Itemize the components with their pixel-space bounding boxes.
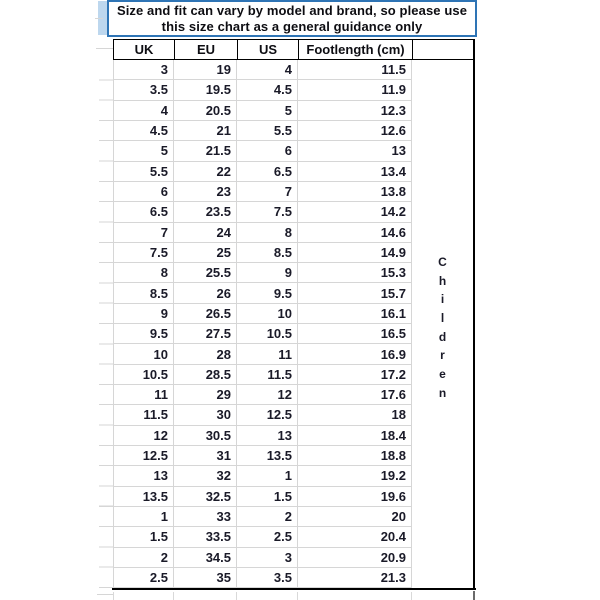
cell-side <box>412 60 475 80</box>
cell-footlength: 12.3 <box>298 101 412 121</box>
cell-uk: 1 <box>113 507 174 527</box>
cell-eu: 25.5 <box>174 263 237 283</box>
cell-footlength: 11.9 <box>298 80 412 100</box>
cell-footlength: 14.2 <box>298 202 412 222</box>
cell-side <box>412 487 475 507</box>
cell-us: 13.5 <box>237 446 298 466</box>
cell-uk: 6.5 <box>113 202 174 222</box>
cell-uk: 2 <box>113 548 174 568</box>
cell-eu: 32.5 <box>174 487 237 507</box>
cell-footlength: 20.4 <box>298 527 412 547</box>
cell-side <box>412 426 475 446</box>
gridline-stub <box>173 592 174 600</box>
cell-eu: 26 <box>174 283 237 303</box>
table-row <box>113 141 475 161</box>
cell-uk: 2.5 <box>113 568 174 588</box>
table-row <box>113 121 475 141</box>
cell-us: 10.5 <box>237 324 298 344</box>
cell-footlength: 18 <box>298 405 412 425</box>
cell-footlength: 13.8 <box>298 182 412 202</box>
cell-eu: 32 <box>174 466 237 486</box>
cell-eu: 29 <box>174 385 237 405</box>
cell-us: 12.5 <box>237 405 298 425</box>
cell-eu: 34.5 <box>174 548 237 568</box>
cell-uk: 13 <box>113 466 174 486</box>
cell-us: 8 <box>237 223 298 243</box>
cell-side <box>412 101 475 121</box>
cell-uk: 4.5 <box>113 121 174 141</box>
table-row <box>113 527 475 547</box>
cell-uk: 11.5 <box>113 405 174 425</box>
table-row <box>113 182 475 202</box>
table-row <box>113 426 475 446</box>
cell-footlength: 18.4 <box>298 426 412 446</box>
cell-eu: 25 <box>174 243 237 263</box>
cell-uk: 10.5 <box>113 365 174 385</box>
cell-uk: 12.5 <box>113 446 174 466</box>
notice-banner <box>107 0 477 37</box>
cell-us: 10 <box>237 304 298 324</box>
cell-eu: 27.5 <box>174 324 237 344</box>
gridline-stub <box>113 592 114 600</box>
cell-footlength: 14.6 <box>298 223 412 243</box>
table-row <box>113 80 475 100</box>
cell-side <box>412 405 475 425</box>
cell-side <box>412 121 475 141</box>
children-vertical-label <box>412 253 473 403</box>
column-header-uk: UK <box>113 39 174 60</box>
cell-uk: 9.5 <box>113 324 174 344</box>
gridline-tick <box>97 594 113 595</box>
cell-footlength: 20 <box>298 507 412 527</box>
cell-eu: 19 <box>174 60 237 80</box>
cell-eu: 35 <box>174 568 237 588</box>
cell-footlength: 19.6 <box>298 487 412 507</box>
cell-side <box>412 162 475 182</box>
cell-us: 2 <box>237 507 298 527</box>
table-right-border <box>473 39 476 590</box>
cell-us: 12 <box>237 385 298 405</box>
cell-footlength: 20.9 <box>298 548 412 568</box>
cell-us: 5.5 <box>237 121 298 141</box>
table-row <box>113 446 475 466</box>
cell-side <box>412 548 475 568</box>
cell-uk: 9 <box>113 304 174 324</box>
cell-uk: 5 <box>113 141 174 161</box>
cell-eu: 30.5 <box>174 426 237 446</box>
cell-uk: 4 <box>113 101 174 121</box>
cell-eu: 26.5 <box>174 304 237 324</box>
cell-uk: 6 <box>113 182 174 202</box>
cell-eu: 21 <box>174 121 237 141</box>
cell-us: 5 <box>237 101 298 121</box>
cell-footlength: 12.6 <box>298 121 412 141</box>
cell-footlength: 15.7 <box>298 283 412 303</box>
cell-footlength: 21.3 <box>298 568 412 588</box>
cell-us: 6 <box>237 141 298 161</box>
children-letter: e <box>439 367 446 382</box>
cell-uk: 8.5 <box>113 283 174 303</box>
cell-footlength: 16.9 <box>298 344 412 364</box>
cell-footlength: 18.8 <box>298 446 412 466</box>
cell-us: 4 <box>237 60 298 80</box>
cell-footlength: 16.5 <box>298 324 412 344</box>
cell-us: 8.5 <box>237 243 298 263</box>
cell-uk: 7.5 <box>113 243 174 263</box>
cell-eu: 31 <box>174 446 237 466</box>
cell-eu: 30 <box>174 405 237 425</box>
gridline-stub <box>297 592 298 600</box>
cell-footlength: 19.2 <box>298 466 412 486</box>
cell-eu: 21.5 <box>174 141 237 161</box>
cell-footlength: 11.5 <box>298 60 412 80</box>
cell-us: 1 <box>237 466 298 486</box>
cell-eu: 23 <box>174 182 237 202</box>
children-letter: r <box>440 348 445 363</box>
cell-us: 11.5 <box>237 365 298 385</box>
table-row <box>113 60 475 80</box>
cell-eu: 19.5 <box>174 80 237 100</box>
cell-footlength: 14.9 <box>298 243 412 263</box>
children-letter: l <box>440 311 445 326</box>
cell-eu: 22 <box>174 162 237 182</box>
cell-uk: 8 <box>113 263 174 283</box>
cell-uk: 7 <box>113 223 174 243</box>
cell-side <box>412 466 475 486</box>
gridline-stub <box>411 592 412 600</box>
notice-line-2: this size chart as a general guidance only <box>161 18 423 34</box>
children-letter: d <box>438 329 447 344</box>
table-row <box>113 507 475 527</box>
cell-footlength: 17.6 <box>298 385 412 405</box>
notice-line-1: Size and fit can vary by model and brand, so please use <box>116 3 468 18</box>
table-header-row <box>113 39 475 60</box>
table-row <box>113 405 475 425</box>
table-row <box>113 202 475 222</box>
cell-uk: 5.5 <box>113 162 174 182</box>
column-header-footlength: Footlength (cm) <box>298 39 412 60</box>
table-row <box>113 487 475 507</box>
table-row <box>113 466 475 486</box>
cell-us: 13 <box>237 426 298 446</box>
cell-uk: 1.5 <box>113 527 174 547</box>
table-row <box>113 548 475 568</box>
table-bottom-border <box>112 588 476 591</box>
column-header-us: US <box>237 39 298 60</box>
column-header-empty <box>412 39 475 60</box>
cell-side <box>412 141 475 161</box>
cell-us: 4.5 <box>237 80 298 100</box>
column-header-eu: EU <box>174 39 237 60</box>
cell-eu: 20.5 <box>174 101 237 121</box>
table-row <box>113 101 475 121</box>
cell-us: 11 <box>237 344 298 364</box>
cell-uk: 3.5 <box>113 80 174 100</box>
table-row <box>113 568 475 588</box>
cell-footlength: 17.2 <box>298 365 412 385</box>
table-row <box>113 162 475 182</box>
cell-us: 1.5 <box>237 487 298 507</box>
cell-us: 6.5 <box>237 162 298 182</box>
cell-uk: 13.5 <box>113 487 174 507</box>
cell-us: 9 <box>237 263 298 283</box>
cell-uk: 10 <box>113 344 174 364</box>
gridline-tick <box>96 48 113 49</box>
children-letter: n <box>438 385 447 400</box>
cell-us: 9.5 <box>237 283 298 303</box>
cell-eu: 33.5 <box>174 527 237 547</box>
cell-side <box>412 80 475 100</box>
cell-us: 2.5 <box>237 527 298 547</box>
cell-uk: 3 <box>113 60 174 80</box>
cell-side <box>412 446 475 466</box>
children-letter: i <box>440 292 445 307</box>
cell-eu: 28.5 <box>174 365 237 385</box>
cell-eu: 33 <box>174 507 237 527</box>
gridline-stub <box>473 591 475 600</box>
cell-side <box>412 202 475 222</box>
cell-side <box>412 568 475 588</box>
cell-side <box>412 223 475 243</box>
cell-footlength: 15.3 <box>298 263 412 283</box>
cell-uk: 12 <box>113 426 174 446</box>
cell-us: 3.5 <box>237 568 298 588</box>
table-row <box>113 223 475 243</box>
cell-us: 7.5 <box>237 202 298 222</box>
children-letter: h <box>438 273 447 288</box>
cell-us: 7 <box>237 182 298 202</box>
cell-footlength: 13 <box>298 141 412 161</box>
cell-side <box>412 182 475 202</box>
cell-eu: 28 <box>174 344 237 364</box>
cell-us: 3 <box>237 548 298 568</box>
cell-side <box>412 507 475 527</box>
cell-uk: 11 <box>113 385 174 405</box>
gridline-tick <box>95 18 103 19</box>
left-margin-gridlines <box>99 60 113 589</box>
cell-footlength: 13.4 <box>298 162 412 182</box>
gridline-stub <box>236 592 237 600</box>
cell-eu: 23.5 <box>174 202 237 222</box>
cell-side <box>412 527 475 547</box>
children-letter: C <box>438 255 447 269</box>
cell-eu: 24 <box>174 223 237 243</box>
cell-footlength: 16.1 <box>298 304 412 324</box>
